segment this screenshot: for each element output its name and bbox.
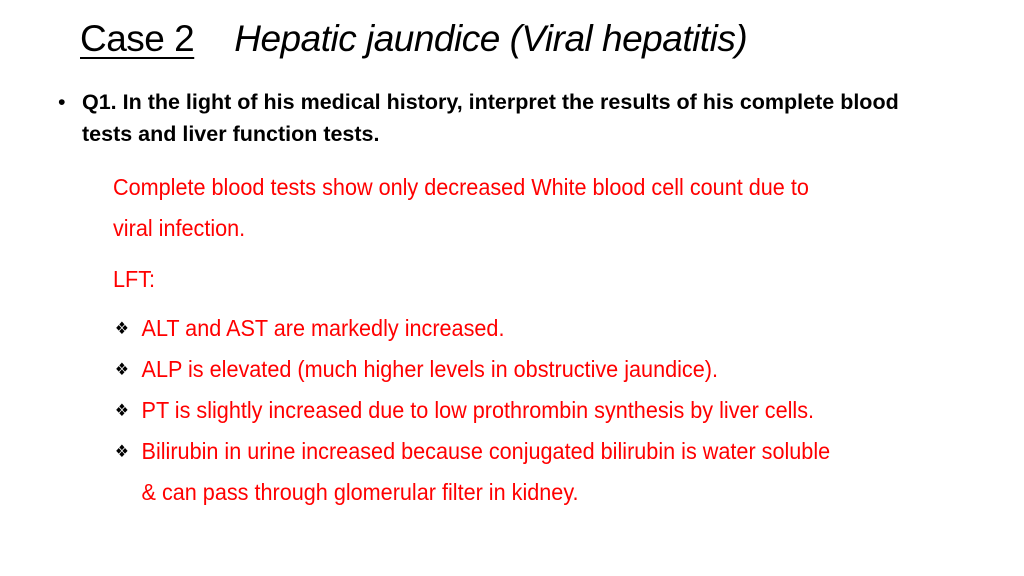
list-item — [113, 431, 840, 513]
finding-text: ALP is elevated (much higher levels in obstructive jaundice). — [141, 356, 718, 382]
finding-text: PT is slightly increased due to low prothrombin synthesis by liver cells. — [141, 397, 815, 423]
lft-label: LFT: — [113, 266, 156, 292]
question-text: Q1. In the light of his medical history, interpret the results of his complete blood tests and liver function tests. — [82, 90, 899, 146]
finding-text: Bilirubin in urine increased because conjugated bilirubin is water soluble & can pass through glomerular filter in kidney. — [141, 438, 831, 505]
cbc-interpretation: Complete blood tests show only decreased White blood cell count due to viral infection. — [113, 174, 809, 241]
case-topic: Hepatic jaundice (Viral hepatitis) — [234, 18, 748, 59]
question-bullet: • — [58, 90, 66, 114]
list-item — [113, 349, 840, 390]
answer-block — [113, 167, 840, 513]
diamond-bullet-icon: ❖ — [114, 401, 129, 420]
slide-title — [80, 18, 747, 60]
list-item — [113, 390, 840, 431]
lft-findings-list — [113, 308, 840, 513]
diamond-bullet-icon: ❖ — [114, 319, 129, 338]
diamond-bullet-icon: ❖ — [114, 442, 129, 461]
diamond-bullet-icon: ❖ — [114, 360, 129, 379]
question-block — [58, 86, 908, 150]
finding-text: ALT and AST are markedly increased. — [141, 315, 505, 341]
case-label: Case 2 — [80, 18, 195, 59]
list-item — [113, 308, 840, 349]
